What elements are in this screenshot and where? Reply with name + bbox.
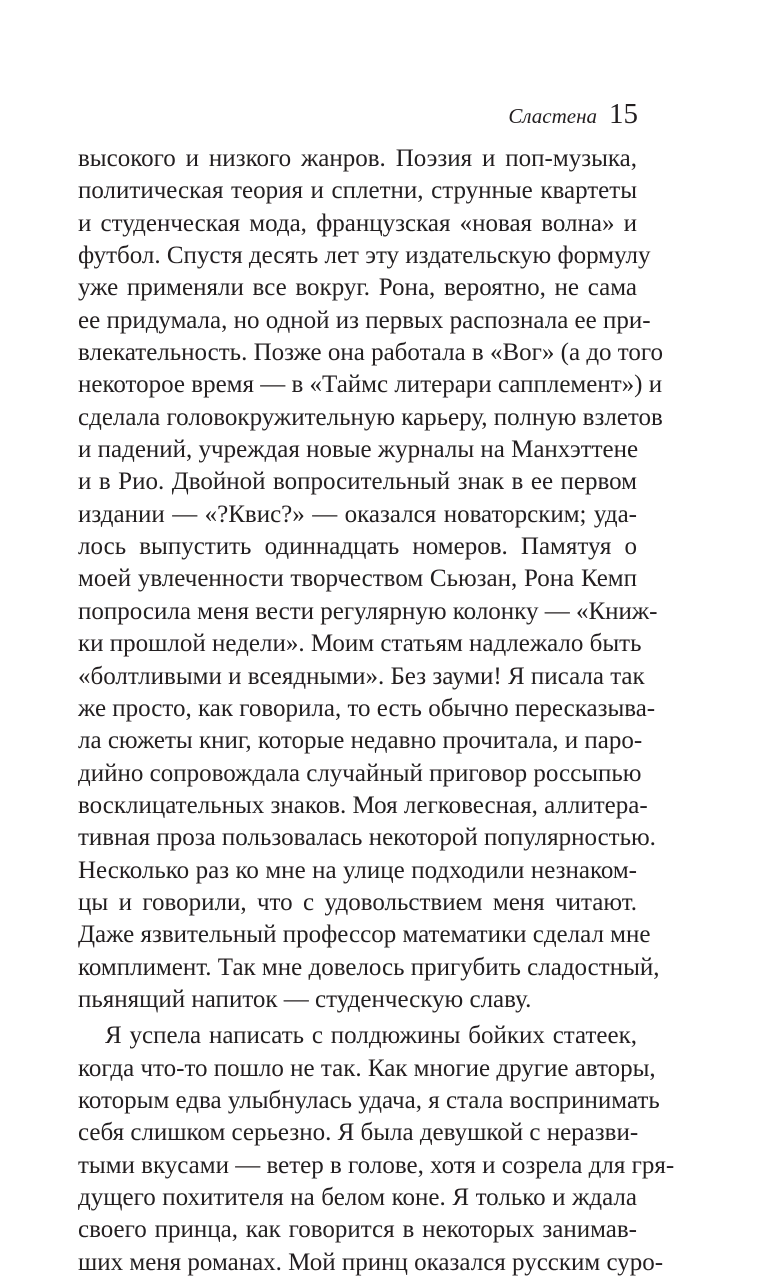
text-line: восклицательных знаков. Моя легковесная, аллитера- [78, 791, 648, 819]
text-line: ки прошлой недели». Моим статьям надлежало быть [78, 630, 642, 658]
text-line: тыми вкусами — ветер в голове, хотя и созрела для гря- [78, 1151, 675, 1179]
text-line: моей увлеченности творчеством Сьюзан, Рона Кемп [78, 565, 637, 593]
text-line: Я успела написать с полдюжины бойких статеек, [105, 1022, 637, 1050]
text-line: ла сюжеты книг, которые недавно прочитала, и паро- [78, 727, 643, 755]
text-line: пьянящий напиток — студенческую славу. [78, 985, 532, 1013]
text-line: политическая теория и сплетни, струнные квартеты [78, 177, 637, 205]
text-line: комплимент. Так мне довелось пригубить сладостный, [78, 953, 660, 981]
text-line: которым едва улыбнулась удача, я стала воспринимать [78, 1086, 660, 1114]
text-line: Даже язвительный профессор математики сделал мне [78, 921, 651, 949]
text-line: и студенческая мода, французская «новая волна» и [78, 209, 637, 237]
paragraph-2 [78, 1020, 675, 1279]
text-line: и падений, учреждая новые журналы на Манхэттене [78, 436, 639, 464]
text-line: тивная проза пользовалась некоторой популярностью. [78, 824, 656, 852]
text-line: уже применяли все вокруг. Рона, вероятно, не сама [78, 274, 637, 302]
text-line: высокого и низкого жанров. Поэзия и поп-музыка, [78, 145, 637, 172]
text-line: своего принца, как говорится в некоторых занимав- [78, 1216, 637, 1244]
running-head [508, 98, 638, 138]
paragraph-1 [78, 143, 664, 1016]
text-line: цы и говорили, что с удовольствием меня читают. [78, 888, 637, 916]
text-line: Несколько раз ко мне на улице подходили незнаком- [78, 856, 637, 884]
text-line: дийно сопровождала случайный приговор россыпью [78, 759, 642, 787]
text-line: ших меня романах. Мой принц оказался русским суро- [78, 1248, 664, 1276]
text-line: футбол. Спустя десять лет эту издательскую формулу [78, 242, 651, 270]
text-line: себя слишком серьезно. Я была девушкой с неразви- [78, 1119, 639, 1147]
text-line: дущего похитителя на белом коне. Я только и ждала [78, 1184, 637, 1211]
page-number: 15 [609, 98, 638, 130]
text-line: издании — «?Квис?» — оказался новаторским; уда- [78, 500, 637, 528]
text-line: попросила меня вести регулярную колонку — «Книж- [78, 597, 658, 625]
text-line: лось выпустить одиннадцать номеров. Памятуя о [78, 533, 637, 561]
text-line: влекательность. Позже она работала в «Вог» (а до того [78, 339, 664, 367]
text-line: и в Рио. Двойной вопросительный знак в ее первом [78, 468, 637, 496]
text-line: ее придумала, но одной из первых распознала ее при- [78, 306, 651, 334]
body-text [78, 143, 675, 1279]
book-title: Сластена [508, 104, 597, 128]
text-line: же просто, как говорила, то есть обычно пересказыва- [78, 694, 656, 722]
text-line: некоторое время — в «Таймс литерари сапплемент») и [78, 371, 663, 399]
text-line: сделала головокружительную карьеру, полную взлетов [78, 403, 663, 431]
text-line: «болтливыми и всеядными». Без зауми! Я писала так [78, 662, 645, 690]
text-line: когда что-то пошло не так. Как многие другие авторы, [78, 1054, 656, 1082]
